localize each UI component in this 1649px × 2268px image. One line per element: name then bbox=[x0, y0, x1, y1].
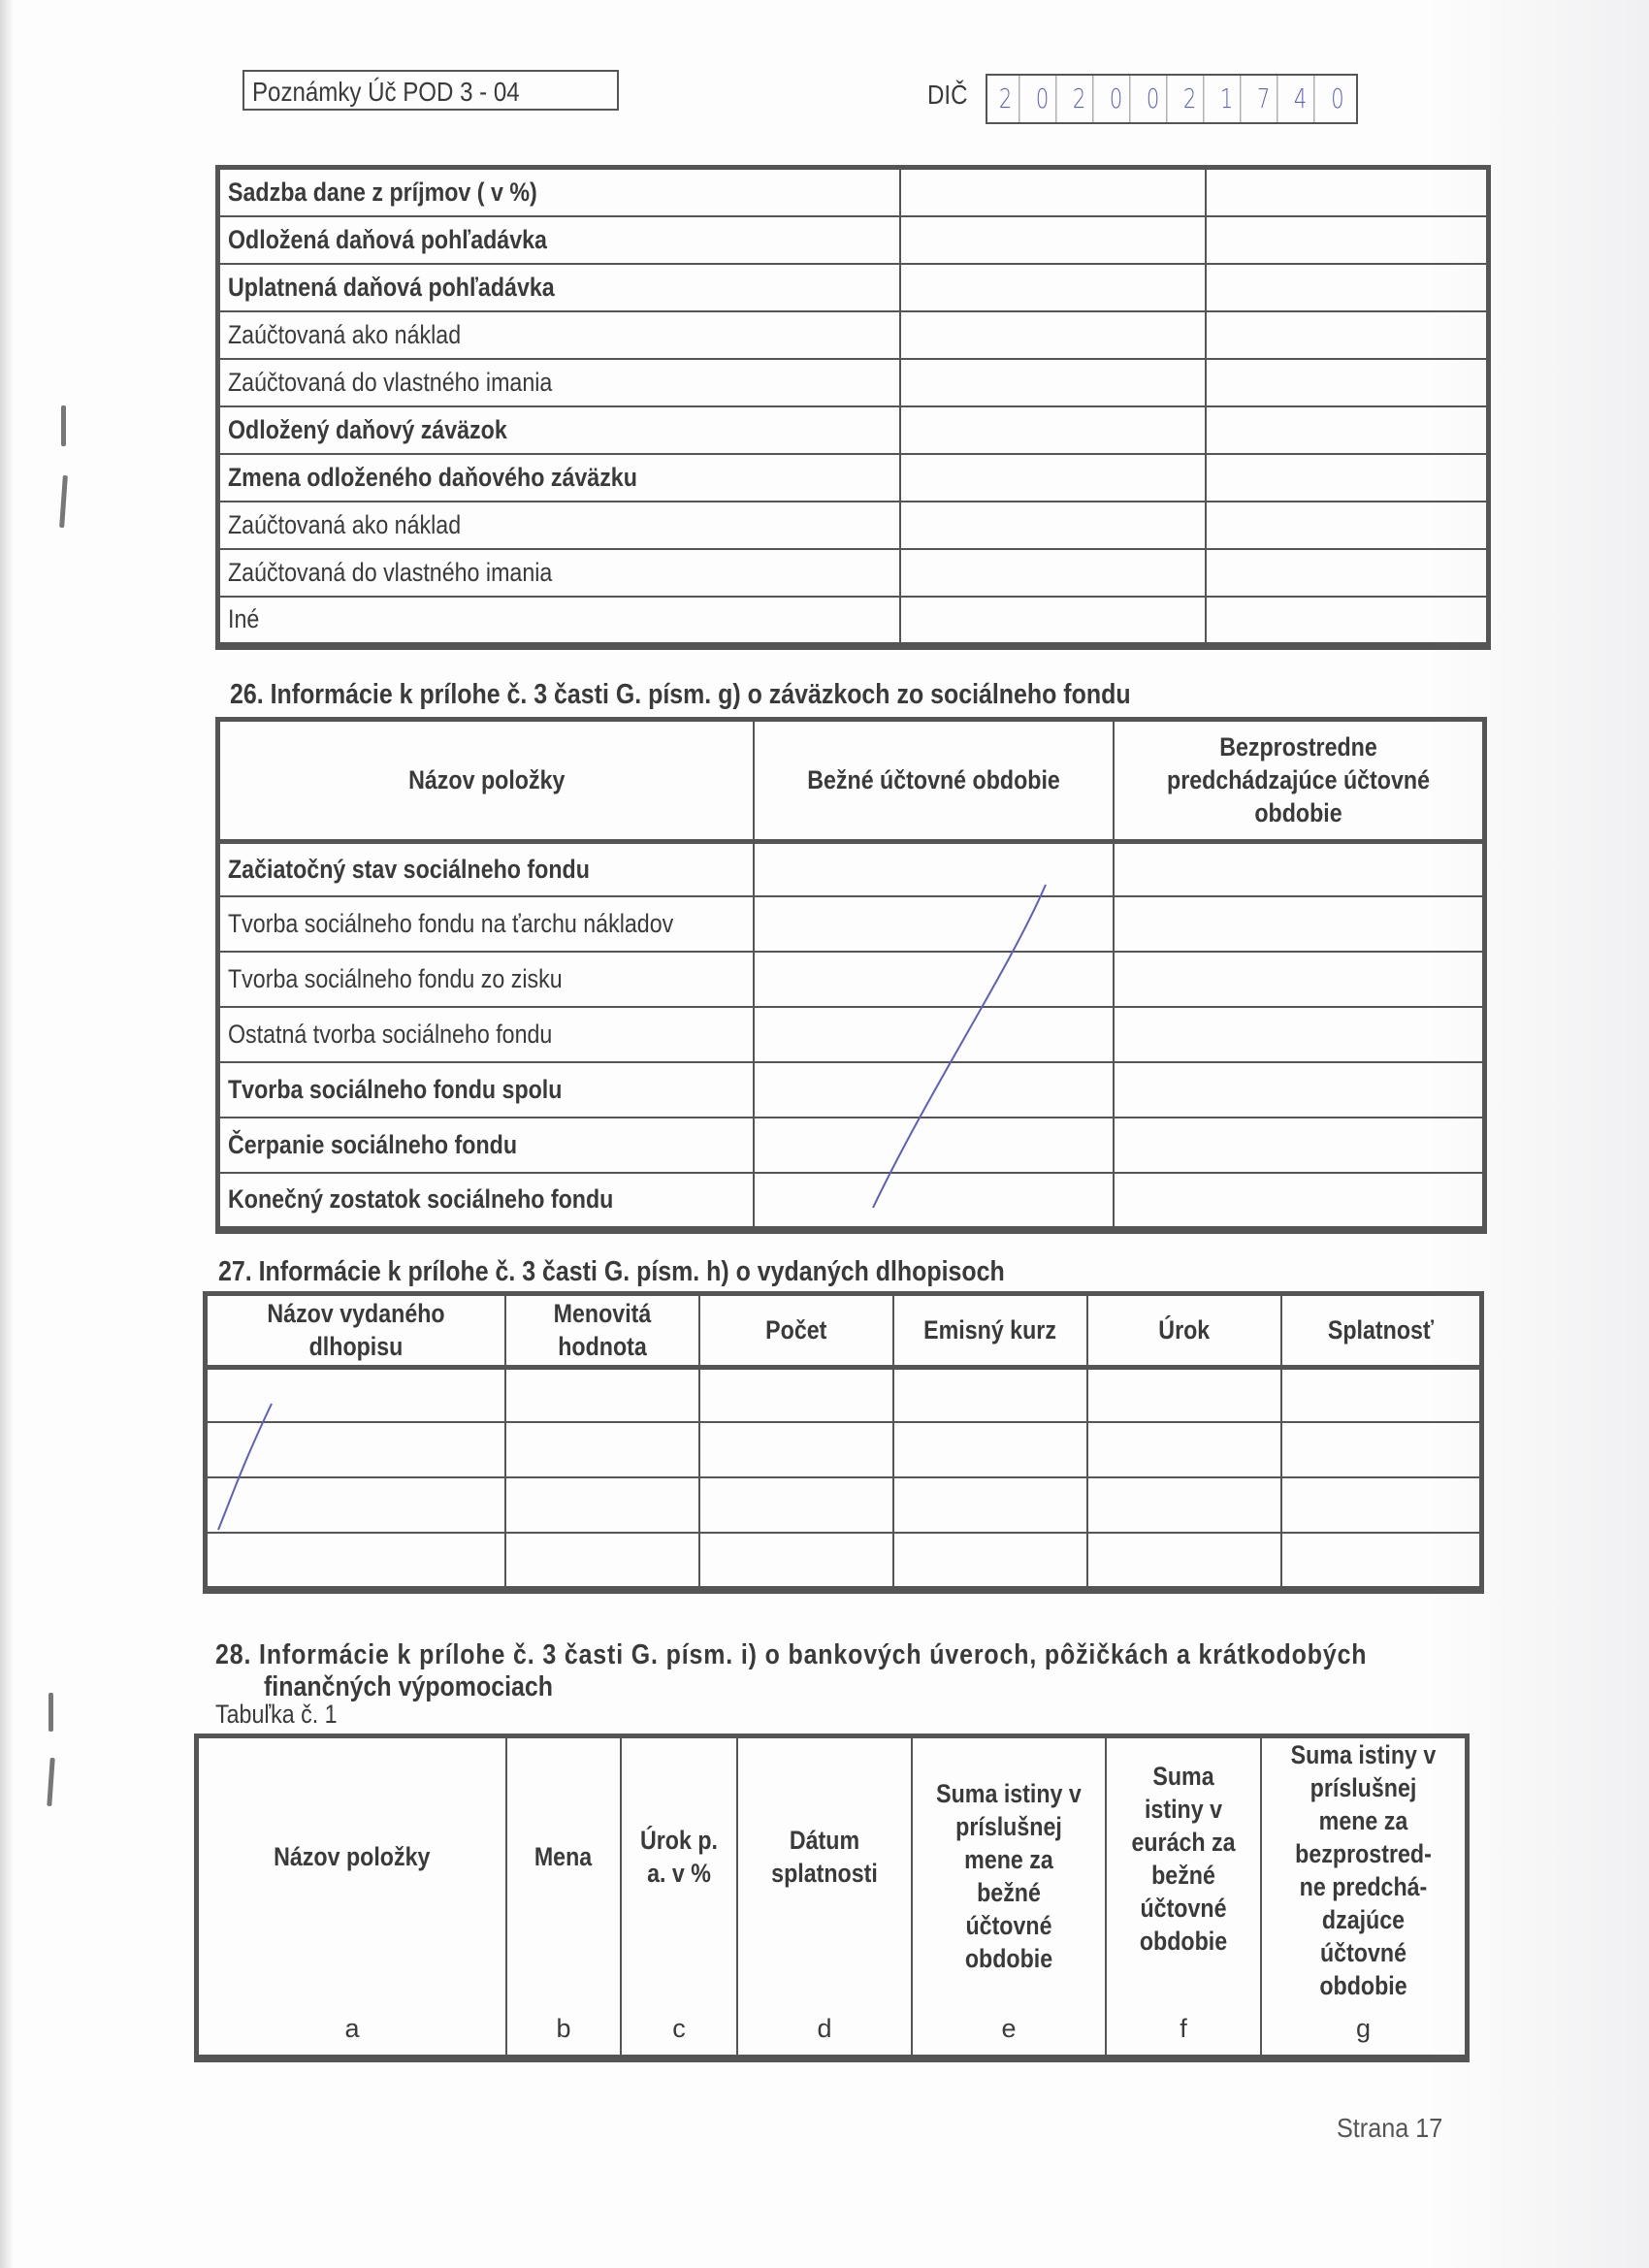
nominal-value-cell[interactable] bbox=[505, 1477, 699, 1533]
value-cell-current[interactable] bbox=[754, 1062, 1114, 1118]
table-caption: Tabuľka č. 1 bbox=[215, 1700, 338, 1729]
value-cell-current[interactable] bbox=[900, 406, 1206, 454]
column-header: Úrok bbox=[1087, 1295, 1281, 1367]
table-header-row bbox=[207, 1295, 1480, 1367]
page-number: Strana 17 bbox=[1337, 2113, 1443, 2143]
value-cell-previous[interactable] bbox=[1206, 359, 1487, 406]
maturity-cell[interactable] bbox=[1281, 1422, 1480, 1477]
dic-digit[interactable]: 1 bbox=[1213, 76, 1242, 122]
dic-digit[interactable]: 2 bbox=[1177, 76, 1205, 122]
value-cell-current[interactable] bbox=[754, 1118, 1114, 1173]
section-28-title: 28. Informácie k prílohe č. 3 časti G. písm. i) o bankových úveroch, pôžičkách a krátkodobých bbox=[215, 1639, 1368, 1670]
issue-rate-cell[interactable] bbox=[893, 1533, 1087, 1588]
dic-digit[interactable]: 2 bbox=[992, 76, 1020, 122]
value-cell-current[interactable] bbox=[754, 1173, 1114, 1228]
bond-name-cell[interactable] bbox=[207, 1533, 505, 1588]
column-header: Počet bbox=[699, 1295, 893, 1367]
table-row bbox=[219, 359, 1487, 406]
count-cell[interactable] bbox=[699, 1477, 893, 1533]
value-cell-current[interactable] bbox=[900, 264, 1206, 311]
nominal-value-cell[interactable] bbox=[505, 1367, 699, 1422]
count-cell[interactable] bbox=[699, 1367, 893, 1422]
row-label: Čerpanie sociálneho fondu bbox=[219, 1118, 754, 1173]
value-cell-current[interactable] bbox=[754, 841, 1114, 896]
staple-mark bbox=[59, 475, 68, 528]
column-header: Názov položky bbox=[219, 721, 754, 841]
value-cell-previous[interactable] bbox=[1114, 841, 1483, 896]
section-27-title: 27. Informácie k prílohe č. 3 časti G. písm. h) o vydaných dlhopisoch bbox=[218, 1256, 1005, 1287]
row-label: Zaúčtovaná do vlastného imania bbox=[219, 549, 900, 597]
dic-digit[interactable]: 7 bbox=[1250, 76, 1278, 122]
column-header: Bezprostredne predchádzajúce účtovné obdobie bbox=[1114, 721, 1483, 841]
row-label: Tvorba sociálneho fondu na ťarchu nákladov bbox=[219, 896, 754, 952]
column-header: Suma istiny v eurách za bežné účtovné obdobie f bbox=[1106, 1737, 1261, 2057]
value-cell-previous[interactable] bbox=[1206, 502, 1487, 549]
maturity-cell[interactable] bbox=[1281, 1533, 1480, 1588]
value-cell-current[interactable] bbox=[754, 952, 1114, 1007]
value-cell-current[interactable] bbox=[754, 896, 1114, 952]
count-cell[interactable] bbox=[699, 1422, 893, 1477]
row-label: Odložený daňový záväzok bbox=[219, 406, 900, 454]
dic-digit[interactable]: 0 bbox=[1331, 82, 1344, 114]
maturity-cell[interactable] bbox=[1281, 1367, 1480, 1422]
table-row bbox=[219, 1173, 1483, 1228]
dic-digit[interactable]: 0 bbox=[1140, 76, 1168, 122]
bank-loans-table bbox=[197, 1736, 1467, 2059]
column-header: Mena b bbox=[506, 1737, 621, 2057]
table-row bbox=[219, 841, 1483, 896]
column-header: Názov položky a bbox=[198, 1737, 506, 2057]
deferred-tax-table bbox=[218, 168, 1488, 647]
row-label: Tvorba sociálneho fondu zo zisku bbox=[219, 952, 754, 1007]
dic-label: DIČ bbox=[927, 80, 968, 110]
value-cell-current[interactable] bbox=[900, 549, 1206, 597]
form-code: Poznámky Úč POD 3 - 04 bbox=[252, 77, 520, 107]
value-cell-previous[interactable] bbox=[1114, 1173, 1483, 1228]
table-row bbox=[219, 1007, 1483, 1062]
value-cell-previous[interactable] bbox=[1114, 1007, 1483, 1062]
column-header: Suma istiny v príslušnej mene za bežné účtovné obdobie e bbox=[912, 1737, 1106, 2057]
issue-rate-cell[interactable] bbox=[893, 1477, 1087, 1533]
dic-field[interactable] bbox=[986, 74, 1358, 124]
row-label: Zaúčtovaná ako náklad bbox=[219, 311, 900, 359]
value-cell-previous[interactable] bbox=[1206, 549, 1487, 597]
value-cell-current[interactable] bbox=[900, 311, 1206, 359]
value-cell-current[interactable] bbox=[900, 169, 1206, 216]
row-label: Zaúčtovaná ako náklad bbox=[219, 502, 900, 549]
table-header-row bbox=[198, 1737, 1466, 2057]
table-row bbox=[219, 597, 1487, 644]
table-row bbox=[219, 1062, 1483, 1118]
table-row bbox=[207, 1477, 1480, 1533]
column-header: Menovitá hodnota bbox=[505, 1295, 699, 1367]
column-header: Splatnosť bbox=[1281, 1295, 1480, 1367]
bonds-table bbox=[206, 1294, 1481, 1591]
table-row bbox=[219, 502, 1487, 549]
table-row bbox=[219, 549, 1487, 597]
value-cell-previous[interactable] bbox=[1114, 952, 1483, 1007]
table-row bbox=[207, 1367, 1480, 1422]
dic-digit[interactable]: 0 bbox=[1029, 76, 1057, 122]
row-label: Odložená daňová pohľadávka bbox=[219, 216, 900, 264]
table-row bbox=[219, 406, 1487, 454]
table-row bbox=[219, 169, 1487, 216]
section-26-title: 26. Informácie k prílohe č. 3 časti G. písm. g) o záväzkoch zo sociálneho fondu bbox=[230, 679, 1131, 710]
interest-cell[interactable] bbox=[1087, 1533, 1281, 1588]
row-label: Tvorba sociálneho fondu spolu bbox=[219, 1062, 754, 1118]
value-cell-current[interactable] bbox=[900, 359, 1206, 406]
bond-name-cell[interactable] bbox=[207, 1477, 505, 1533]
row-label: Konečný zostatok sociálneho fondu bbox=[219, 1173, 754, 1228]
count-cell[interactable] bbox=[699, 1533, 893, 1588]
table-row bbox=[219, 311, 1487, 359]
column-header: Dátum splatnosti d bbox=[737, 1737, 912, 2057]
staple-mark bbox=[61, 405, 66, 446]
value-cell-current[interactable] bbox=[900, 454, 1206, 502]
value-cell-previous[interactable] bbox=[1206, 169, 1487, 216]
section-28-title-cont: finančných výpomociach bbox=[264, 1671, 553, 1702]
column-header: Bežné účtovné obdobie bbox=[754, 721, 1114, 841]
value-cell-previous[interactable] bbox=[1206, 597, 1487, 644]
column-header: Suma istiny v príslušnej mene za bezprostred-ne predchá-dzajúce účtovné obdobie g bbox=[1261, 1737, 1466, 2057]
issue-rate-cell[interactable] bbox=[893, 1367, 1087, 1422]
value-cell-previous[interactable] bbox=[1206, 216, 1487, 264]
table-row bbox=[219, 454, 1487, 502]
interest-cell[interactable] bbox=[1087, 1422, 1281, 1477]
table-row bbox=[207, 1422, 1480, 1477]
table-row bbox=[219, 1118, 1483, 1173]
maturity-cell[interactable] bbox=[1281, 1477, 1480, 1533]
table-row bbox=[219, 952, 1483, 1007]
value-cell-previous[interactable] bbox=[1114, 896, 1483, 952]
social-fund-table bbox=[218, 720, 1484, 1231]
column-header: Emisný kurz bbox=[893, 1295, 1087, 1367]
table-header-row bbox=[219, 721, 1483, 841]
value-cell-current[interactable] bbox=[754, 1007, 1114, 1062]
column-header: Názov vydaného dlhopisu bbox=[207, 1295, 505, 1367]
table-row bbox=[219, 264, 1487, 311]
value-cell-previous[interactable] bbox=[1206, 264, 1487, 311]
nominal-value-cell[interactable] bbox=[505, 1422, 699, 1477]
interest-cell[interactable] bbox=[1087, 1477, 1281, 1533]
staple-mark bbox=[48, 1693, 53, 1732]
row-label: Sadzba dane z príjmov ( v %) bbox=[219, 169, 900, 216]
bond-name-cell[interactable] bbox=[207, 1422, 505, 1477]
value-cell-previous[interactable] bbox=[1114, 1118, 1483, 1173]
row-label: Iné bbox=[219, 597, 900, 644]
staple-mark bbox=[47, 1758, 54, 1806]
table-row bbox=[219, 896, 1483, 952]
nominal-value-cell[interactable] bbox=[505, 1533, 699, 1588]
dic-digit[interactable]: 0 bbox=[1103, 76, 1131, 122]
column-header: Úrok p. a. v % c bbox=[621, 1737, 737, 2057]
value-cell-current[interactable] bbox=[900, 502, 1206, 549]
dic-digit[interactable]: 4 bbox=[1287, 76, 1315, 122]
row-label: Zmena odloženého daňového záväzku bbox=[219, 454, 900, 502]
value-cell-previous[interactable] bbox=[1206, 406, 1487, 454]
value-cell-current[interactable] bbox=[900, 597, 1206, 644]
row-label: Uplatnená daňová pohľadávka bbox=[219, 264, 900, 311]
row-label: Zaúčtovaná do vlastného imania bbox=[219, 359, 900, 406]
value-cell-previous[interactable] bbox=[1206, 311, 1487, 359]
issue-rate-cell[interactable] bbox=[893, 1422, 1087, 1477]
table-row bbox=[207, 1533, 1480, 1588]
dic-digit[interactable]: 2 bbox=[1066, 76, 1094, 122]
row-label: Ostatná tvorba sociálneho fondu bbox=[219, 1007, 754, 1062]
form-code-box bbox=[242, 70, 619, 111]
value-cell-current[interactable] bbox=[900, 216, 1206, 264]
value-cell-previous[interactable] bbox=[1114, 1062, 1483, 1118]
scan-edge-shadow bbox=[0, 0, 14, 2268]
value-cell-previous[interactable] bbox=[1206, 454, 1487, 502]
bond-name-cell[interactable] bbox=[207, 1367, 505, 1422]
row-label: Začiatočný stav sociálneho fondu bbox=[219, 841, 754, 896]
table-row bbox=[219, 216, 1487, 264]
interest-cell[interactable] bbox=[1087, 1367, 1281, 1422]
